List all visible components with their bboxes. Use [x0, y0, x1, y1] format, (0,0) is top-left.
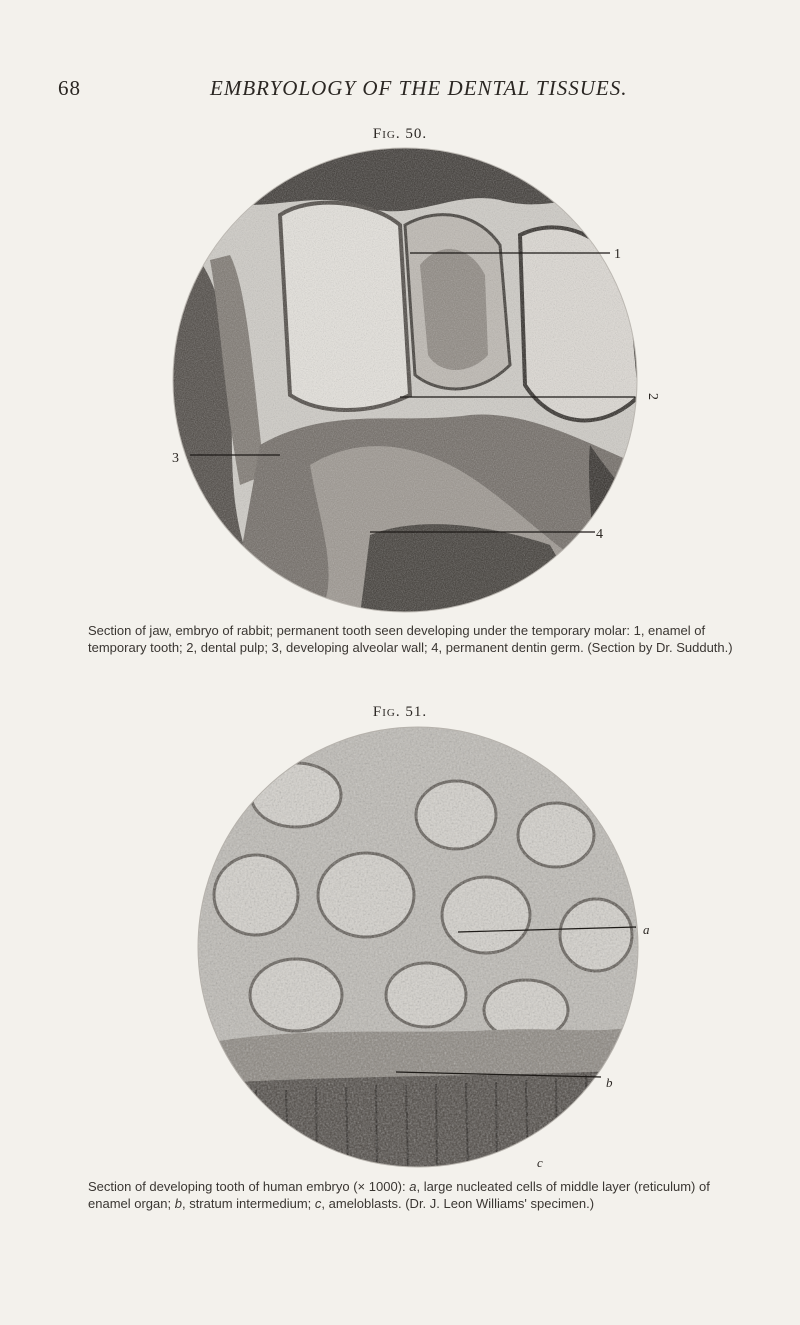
caption-51-part-4: , ameloblasts. (Dr. J. Leon Williams' specimen.): [321, 1196, 595, 1211]
figure-50-caption: Section of jaw, embryo of rabbit; permanent tooth seen developing under the temporary molar: 1, enamel of temporary tooth; 2, dental pulp; 3, developing alveolar wall; 4, permanent dentin germ. (Section by Dr. Sudduth.): [88, 623, 733, 655]
figure-51-label: Fig. 51.: [372, 704, 428, 720]
marker-a: a: [643, 922, 650, 937]
caption-51-part-1: Section of developing tooth of human embryo (× 1000):: [88, 1179, 410, 1194]
caption-51-letter-c: c: [314, 1196, 322, 1211]
caption-51-letter-a: a: [409, 1179, 417, 1194]
figure-51-caption: [88, 1178, 738, 1212]
marker-3: 3: [172, 451, 179, 466]
marker-1: 1: [614, 247, 621, 262]
figure-50-label: Fig. 50.: [372, 126, 428, 142]
caption-51-part-2: , large nucleated cells of middle layer (reticulum) of enamel organ;: [88, 1179, 710, 1211]
marker-c: c: [537, 1155, 543, 1170]
running-title: EMBRYOLOGY OF THE DENTAL TISSUES.: [210, 76, 628, 100]
marker-2: 2: [645, 393, 660, 400]
caption-51-letter-b: b: [174, 1196, 182, 1211]
marker-4: 4: [596, 527, 603, 542]
caption-51-part-3: , stratum intermedium;: [181, 1196, 315, 1211]
marker-b: b: [606, 1075, 613, 1090]
page-number: 68: [58, 76, 81, 100]
